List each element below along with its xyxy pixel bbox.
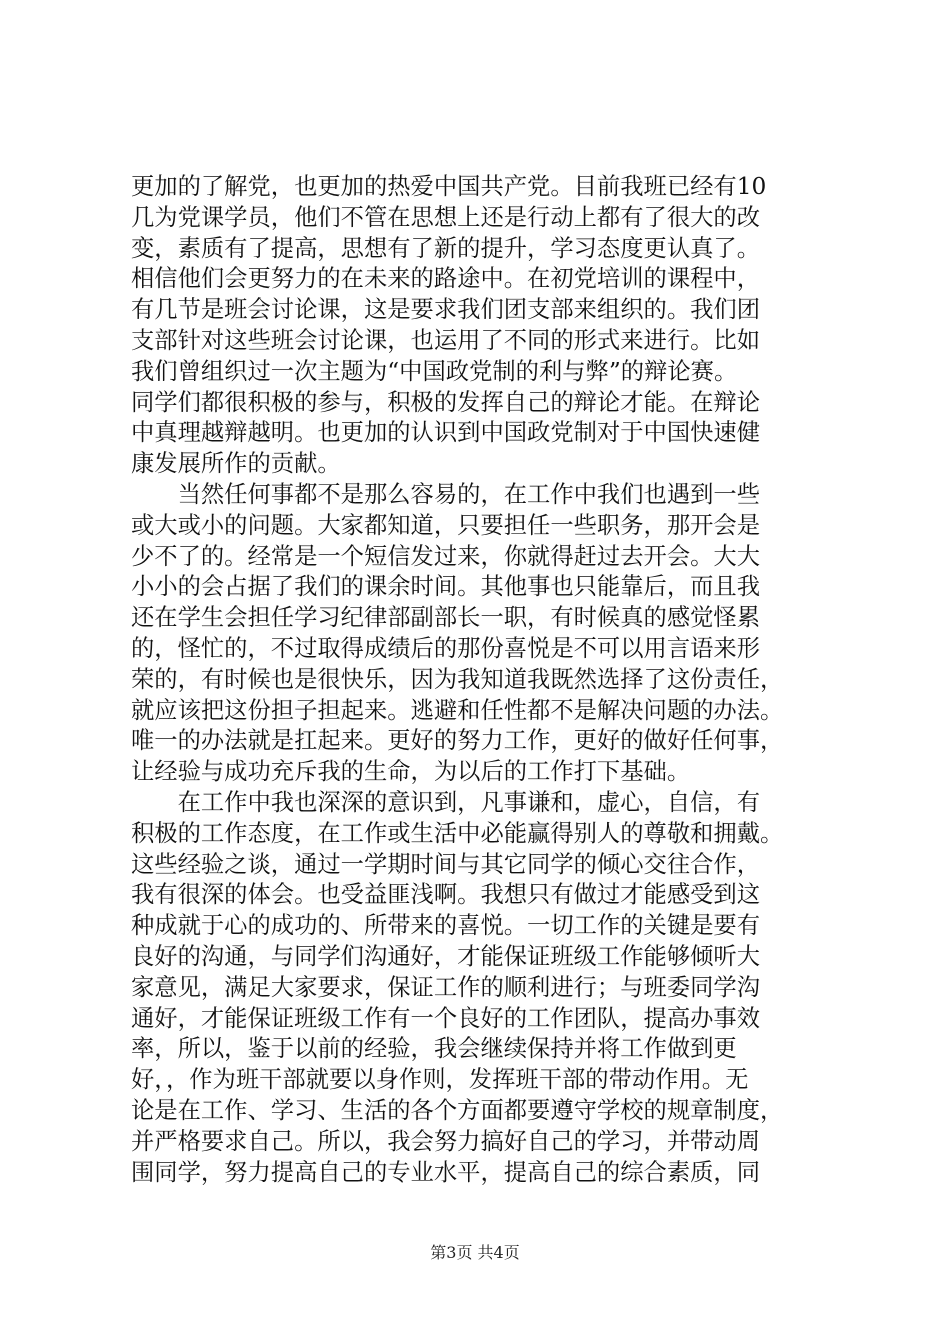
text-line: 通好，才能保证班级工作有一个良好的工作团队，提高办事效 bbox=[131, 1004, 761, 1032]
text-line: 相信他们会更努力的在未来的路途中。在初党培训的课程中， bbox=[131, 265, 761, 293]
text-line: 中真理越辩越明。也更加的认识到中国政党制对于中国快速健 bbox=[131, 419, 761, 447]
text-line: 唯一的办法就是扛起来。更好的努力工作，更好的做好任何事， bbox=[131, 727, 784, 755]
text-line: 同学们都很积极的参与，积极的发挥自己的辩论才能。在辩论 bbox=[131, 388, 761, 416]
text-line: 荣的，有时候也是很快乐，因为我知道我既然选择了这份责任， bbox=[131, 665, 784, 693]
text-line: 良好的沟通，与同学们沟通好，才能保证班级工作能够倾听大 bbox=[131, 942, 761, 970]
text-line: 家意见，满足大家要求，保证工作的顺利进行；与班委同学沟 bbox=[131, 973, 761, 1001]
text-line: 或大或小的问题。大家都知道，只要担任一些职务，那开会是 bbox=[131, 511, 761, 539]
text-line: 几为党课学员，他们不管在思想上还是行动上都有了很大的改 bbox=[131, 203, 761, 231]
text-line: 有几节是班会讨论课，这是要求我们团支部来组织的。我们团 bbox=[131, 296, 761, 324]
text-line: 这些经验之谈，通过一学期时间与其它同学的倾心交往合作， bbox=[131, 850, 761, 878]
text-line: 的，怪忙的，不过取得成绩后的那份喜悦是不可以用言语来形 bbox=[131, 634, 761, 662]
text-line: 让经验与成功充斥我的生命，为以后的工作打下基础。 bbox=[131, 758, 691, 786]
text-line: 少不了的。经常是一个短信发过来，你就得赶过去开会。大大 bbox=[131, 542, 761, 570]
text-line: 就应该把这份担子担起来。逃避和任性都不是解决问题的办法。 bbox=[131, 696, 784, 724]
text-line: 围同学，努力提高自己的专业水平，提高自己的综合素质，同 bbox=[131, 1158, 761, 1186]
text-line: 更加的了解党，也更加的热爱中国共产党。目前我班已经有10 bbox=[131, 173, 767, 200]
text-line: 我有很深的体会。也受益匪浅啊。我想只有做过才能感受到这 bbox=[131, 881, 761, 909]
text-line: 变，素质有了提高，思想有了新的提升，学习态度更认真了。 bbox=[131, 234, 761, 262]
text-line: 论是在工作、学习、生活的各个方面都要遵守学校的规章制度， bbox=[131, 1096, 784, 1124]
text-line: 我们曾组织过一次主题为“中国政党制的利与弊”的辩论赛。 bbox=[131, 357, 738, 385]
text-line: 积极的工作态度，在工作或生活中必能赢得别人的尊敬和拥戴。 bbox=[131, 819, 784, 847]
text-line: 好，，作为班干部就要以身作则，发挥班干部的带动作用。无 bbox=[131, 1066, 749, 1094]
text-line: 在工作中我也深深的意识到，凡事谦和，虚心，自信，有 bbox=[177, 788, 761, 816]
text-line: 并严格要求自己。所以，我会努力搞好自己的学习，并带动周 bbox=[131, 1127, 761, 1155]
text-line: 种成就于心的成功的、所带来的喜悦。一切工作的关键是要有 bbox=[131, 912, 761, 940]
document-body bbox=[131, 172, 831, 1188]
text-line: 率，所以，鉴于以前的经验，我会继续保持并将工作做到更 bbox=[131, 1035, 737, 1063]
text-line: 当然任何事都不是那么容易的，在工作中我们也遇到一些 bbox=[177, 480, 761, 508]
text-line: 康发展所作的贡献。 bbox=[131, 450, 341, 478]
text-line: 支部针对这些班会讨论课，也运用了不同的形式来进行。比如 bbox=[131, 326, 761, 354]
text-line: 小小的会占据了我们的课余时间。其他事也只能靠后，而且我 bbox=[131, 573, 761, 601]
text-line: 还在学生会担任学习纪律部副部长一职，有时候真的感觉怪累 bbox=[131, 604, 761, 632]
page-footer: 第3页 共4页 bbox=[430, 1243, 520, 1262]
